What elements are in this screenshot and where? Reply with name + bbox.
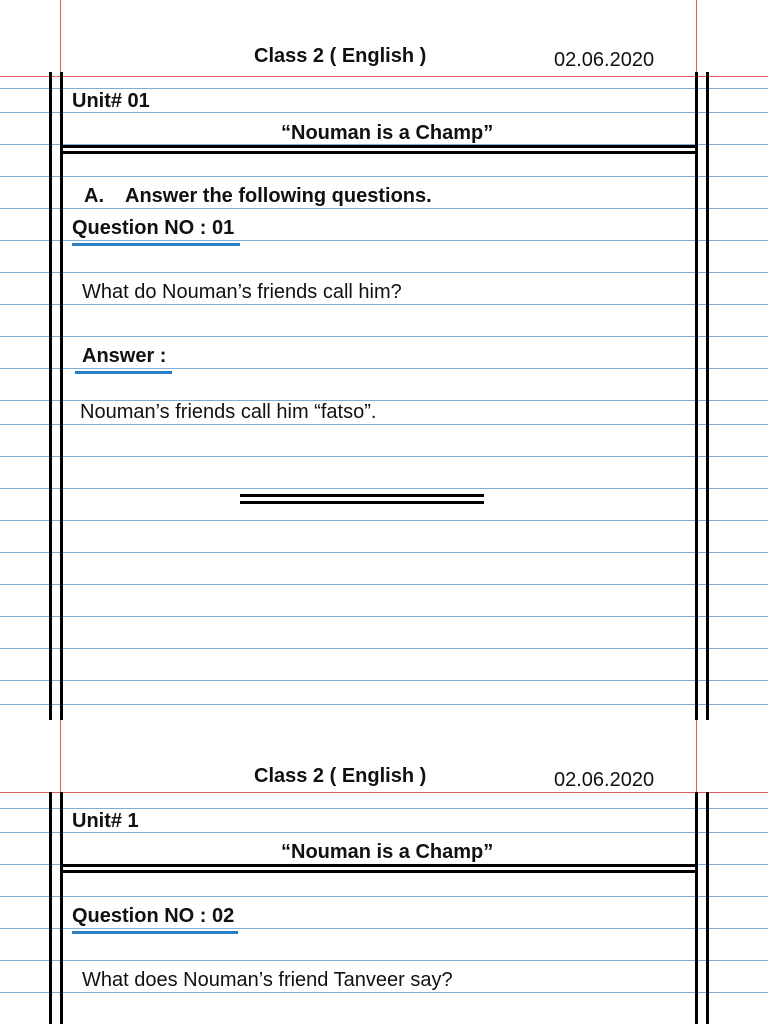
section-instruction: Answer the following questions.	[125, 185, 432, 207]
unit-label: Unit# 1	[72, 810, 139, 832]
lesson-title: “Nouman is a Champ”	[281, 841, 494, 863]
class-title: Class 2 ( English )	[254, 765, 427, 787]
date: 02.06.2020	[554, 49, 655, 71]
title-divider-top	[62, 145, 696, 148]
frame-right-inner	[695, 72, 698, 720]
title-divider-bottom	[62, 151, 696, 154]
unit-label: Unit# 01	[72, 90, 150, 112]
class-title: Class 2 ( English )	[254, 45, 427, 67]
question-text: What do Nouman’s friends call him?	[82, 281, 402, 303]
frame-right-outer	[706, 792, 709, 1024]
notebook-page-2	[0, 720, 768, 1024]
frame-left-inner	[60, 792, 63, 1024]
answer-underline	[75, 371, 172, 374]
margin-line-left	[60, 0, 61, 80]
question-underline	[72, 931, 238, 934]
section-marker: A.	[84, 185, 104, 207]
margin-line-left	[60, 720, 61, 800]
margin-line-right	[696, 720, 697, 800]
question-label: Question NO : 01	[72, 217, 235, 239]
answer-text: Nouman’s friends call him “fatso”.	[80, 401, 377, 423]
date: 02.06.2020	[554, 769, 655, 791]
margin-line-right	[696, 0, 697, 80]
frame-right-outer	[706, 72, 709, 720]
lesson-title: “Nouman is a Champ”	[281, 122, 494, 144]
title-divider-top	[62, 864, 696, 867]
question-text: What does Nouman’s friend Tanveer say?	[82, 969, 453, 991]
answer-label: Answer :	[82, 345, 167, 367]
end-divider-top	[240, 494, 484, 497]
frame-left-outer	[49, 792, 52, 1024]
question-underline	[72, 243, 240, 246]
frame-right-inner	[695, 792, 698, 1024]
frame-left-outer	[49, 72, 52, 720]
question-label: Question NO : 02	[72, 905, 235, 927]
title-divider-bottom	[62, 870, 696, 873]
frame-left-inner	[60, 72, 63, 720]
header-red-line	[0, 76, 768, 77]
end-divider-bottom	[240, 501, 484, 504]
header-red-line	[0, 792, 768, 793]
